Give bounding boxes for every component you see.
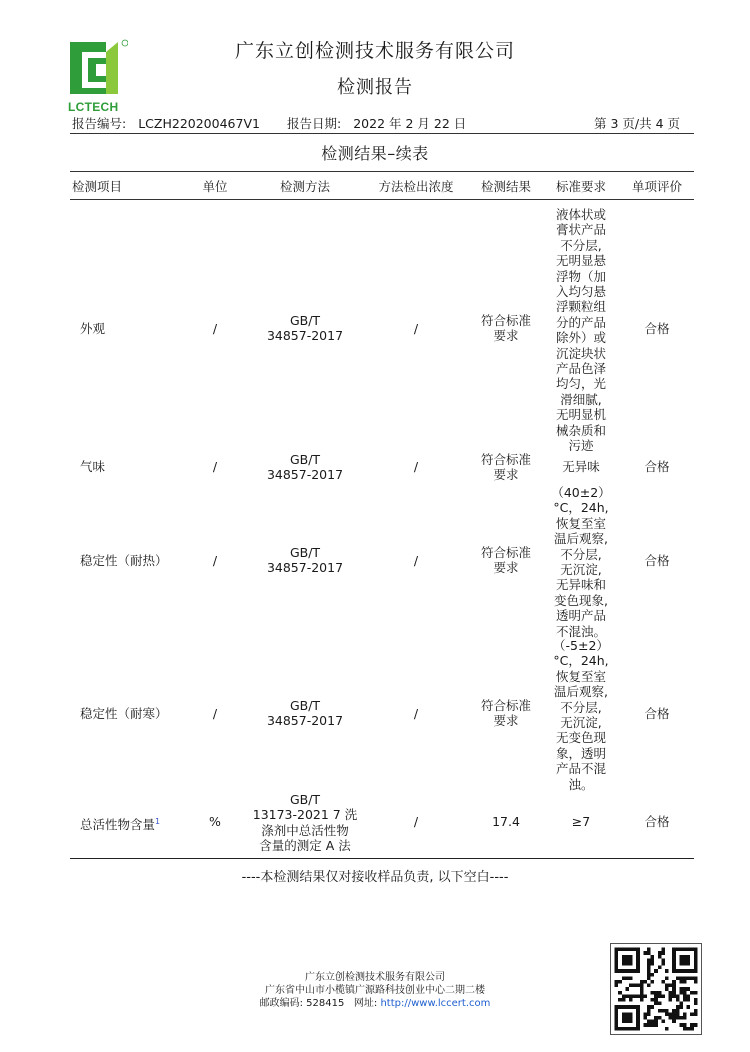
footer-company: 广东立创检测技术服务有限公司: [305, 972, 445, 983]
result: 17.4: [492, 814, 520, 829]
table-bottom-rule: [70, 858, 694, 859]
evaluation: 合格: [644, 814, 670, 829]
item-name: 稳定性（耐寒）: [80, 706, 168, 721]
method: GB/T 13173-2021 7 洗 涤剂中总活性物 含量的测定 A 法: [252, 792, 358, 854]
column-header-unit: 单位: [202, 179, 228, 194]
column-header-lod: 方法检出浓度: [378, 179, 454, 194]
section-title: 检测结果–续表: [321, 144, 429, 163]
document-title: 检测报告: [337, 77, 413, 98]
footer-address: 广东省中山市小榄镇广源路科技创业中心二期二楼: [265, 985, 485, 996]
page-info: 第 3 页/共 4 页: [593, 116, 680, 131]
table-top-rule: [70, 171, 694, 172]
end-note: ----本检测结果仅对接收样品负责, 以下空白----: [241, 870, 509, 885]
item-name: 气味: [80, 459, 106, 474]
unit: /: [212, 553, 218, 568]
report-date: 报告日期: 2022 年 2 月 22 日: [287, 116, 467, 131]
standard-requirement: （40±2） °C，24h, 恢复至室 温后观察, 不分层, 无沉淀, 无异味和 变色现象, 透明产品 不混浊。: [551, 485, 611, 639]
detection-limit: /: [413, 459, 419, 474]
evaluation: 合格: [644, 459, 670, 474]
detection-limit: /: [413, 321, 419, 336]
standard-requirement: ≥7: [571, 814, 591, 829]
company-name: 广东立创检测技术服务有限公司: [234, 40, 515, 62]
column-header-standard: 标准要求: [555, 179, 606, 194]
detection-limit: /: [413, 553, 419, 568]
report-number: 报告编号: LCZH220200467V1: [72, 116, 260, 131]
unit: %: [209, 814, 221, 829]
standard-requirement: （-5±2） °C，24h, 恢复至室 温后观察, 不分层, 无沉淀, 无变色现 象，透明 产品不混 浊。: [553, 638, 609, 792]
column-header-method: 检测方法: [279, 179, 330, 194]
logo-text: LCTECH: [68, 100, 119, 114]
evaluation: 合格: [644, 553, 670, 568]
column-header-evaluation: 单项评价: [631, 179, 682, 194]
detection-limit: /: [413, 814, 419, 829]
result: 符合标准 要求: [480, 698, 531, 729]
item-name: 外观: [80, 321, 106, 336]
method: GB/T 34857-2017: [266, 452, 344, 483]
result: 符合标准 要求: [480, 313, 531, 344]
unit: /: [212, 321, 218, 336]
header-rule: [70, 133, 694, 134]
column-header-item: 检测项目: [72, 179, 123, 194]
method: GB/T 34857-2017: [266, 313, 344, 344]
result: 符合标准 要求: [480, 545, 531, 576]
evaluation: 合格: [644, 706, 670, 721]
qr-code-icon: [610, 943, 702, 1035]
table-header-rule: [70, 199, 694, 200]
footer-contact: 邮政编码: 528415 网址: http://www.lccert.com: [259, 998, 491, 1009]
standard-requirement: 无异味: [562, 459, 600, 474]
evaluation: 合格: [644, 321, 670, 336]
standard-requirement: 液体状或 膏状产品 不分层, 无明显悬 浮物（加 入均匀悬 浮颗粒组 分的产品 除外）或 沉淀块状 产品色泽 均匀，光 滑细腻, 无明显机 械杂质和 污迹: [555, 207, 606, 454]
method: GB/T 34857-2017: [266, 698, 344, 729]
unit: /: [212, 706, 218, 721]
website-link[interactable]: http://www.lccert.com: [380, 998, 491, 1009]
column-header-result: 检测结果: [480, 179, 531, 194]
method: GB/T 34857-2017: [266, 545, 344, 576]
item-name: 稳定性（耐热）: [80, 553, 168, 568]
detection-limit: /: [413, 706, 419, 721]
footnote-marker: 1: [155, 817, 161, 826]
result: 符合标准 要求: [480, 452, 531, 483]
unit: /: [212, 459, 218, 474]
item-name: 总活性物含量$^1$: [80, 817, 161, 833]
